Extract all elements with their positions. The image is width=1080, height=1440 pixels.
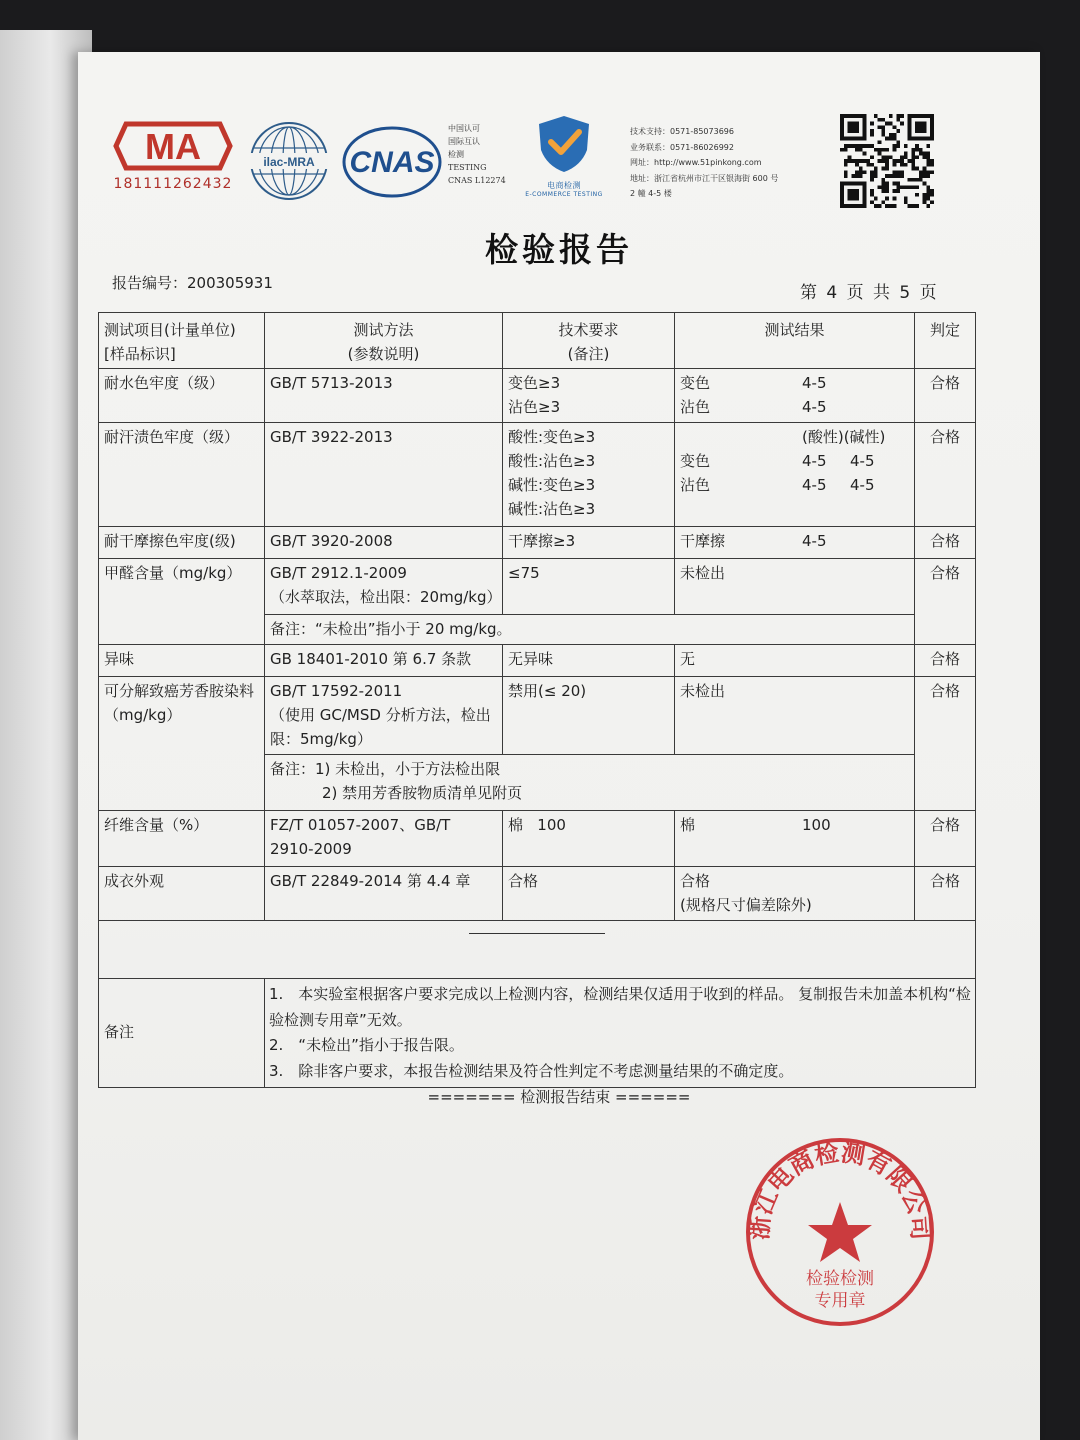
result-value: 4-5 [802,374,827,392]
report-number: 报告编号：200305931 [112,274,273,292]
note-line: 2) 禁用芳香胺物质清单见附页 [322,784,523,802]
table-row [99,867,976,921]
remarks-row [99,979,976,1088]
result-value: 4-5 [850,452,875,470]
cell-note: 备注：“未检出”指小于 20 mg/kg。 [265,615,915,645]
cell-item: 耐汗渍色牢度（级） [99,423,265,527]
result-key: 干摩擦 [680,532,726,550]
result-line [680,529,909,553]
ilac-mra-logo [248,120,330,206]
table-row [99,369,976,423]
table-row [99,527,976,559]
contact-line: 业务联系：0571-86026992 [630,142,734,152]
cnas-caption-line: TESTING [448,163,487,172]
result-key: 变色 [680,452,711,470]
result-line [680,473,909,497]
header-method-line: 测试方法 [353,321,414,339]
cell-result [675,423,915,527]
header-item [99,313,265,369]
cell-item: 异味 [99,645,265,677]
cell-method: GB 18401-2010 第 6.7 条款 [265,645,503,677]
table-row [99,645,976,677]
cell-requirement: 合格 [503,867,675,921]
requirement-line: 碱性:变色≥3 [508,476,596,494]
result-line [680,395,909,419]
report-page [78,52,1040,1440]
cell-item: 纤维含量（%） [99,811,265,867]
ecommerce-testing-logo [516,112,612,198]
svg-text:CNAS: CNAS [349,146,435,179]
cell-verdict: 合格 [915,559,976,645]
result-value: 4-5 [802,532,827,550]
svg-text:浙江电商检测有限公司: 浙江电商检测有限公司 [745,1138,935,1241]
cell-method: GB/T 22849-2014 第 4.4 章 [265,867,503,921]
blank-rule [469,933,605,934]
svg-text:ilac-MRA: ilac-MRA [263,155,315,169]
cell-result: 未检出 [675,559,915,615]
cell-verdict: 合格 [915,369,976,423]
contact-info [630,124,830,202]
cell-result [675,369,915,423]
cnas-logo [340,124,444,204]
result-line: 合格 [680,872,711,890]
cnas-caption-line: CNAS L12274 [448,176,506,185]
cell-method [265,559,503,615]
requirement-line: 酸性:沾色≥3 [508,452,596,470]
requirement-line: 碱性:沾色≥3 [508,500,596,518]
ilac-mra-icon [248,120,330,202]
cell-requirement: 棉 100 [503,811,675,867]
company-seal-icon [740,1132,940,1332]
end-of-report: ======= 检测报告结束 ====== [427,1088,691,1106]
cell-requirement: 干摩擦≥3 [503,527,675,559]
note-line: 备注：1) 未检出，小于方法检出限 [270,760,501,778]
cnas-caption-line: 检测 [448,150,464,159]
cell-result [675,527,915,559]
contact-line: 地址：浙江省杭州市江干区银海街 600 号 [630,173,779,183]
cnas-caption [448,122,518,187]
contact-line: 技术支持：0571-85073696 [630,127,734,136]
cell-result [675,811,915,867]
cell-requirement: 无异味 [503,645,675,677]
svg-text:专用章: 专用章 [814,1291,866,1311]
table-header-row [99,313,976,369]
table-row [99,811,976,867]
result-value: 4-5 [850,476,875,494]
page-title: 检验报告 [485,230,633,269]
cell-requirement [503,369,675,423]
header-method-line: (参数说明) [347,345,420,363]
cell-item: 耐干摩擦色牢度(级) [99,527,265,559]
cell-verdict: 合格 [915,527,976,559]
svg-text:检验检测: 检验检测 [806,1269,874,1289]
result-value: 4-5 [802,452,827,470]
cell-item: 耐水色牢度（级） [99,369,265,423]
shield-check-icon [529,112,599,176]
result-line: (规格尺寸偏差除外) [680,896,812,914]
ecommerce-label-cn: 电商检测 [547,181,581,190]
header-item-line: [样品标识] [104,345,176,363]
cell-requirement: 禁用(≤ 20) [503,677,675,755]
cell-result [675,867,915,921]
cell-result: 未检出 [675,677,915,755]
method-line: GB/T 2912.1-2009 [270,564,407,582]
cell-method: GB/T 5713-2013 [265,369,503,423]
table-row [99,423,976,527]
requirement-line: 变色≥3 [508,374,561,392]
result-value: 4-5 [802,476,827,494]
header-requirement-line: (备注) [567,345,610,363]
svg-text:MA: MA [145,126,201,167]
header-method [265,313,503,369]
cell-verdict: 合格 [915,677,976,811]
cell-result: 无 [675,645,915,677]
cma-logo [108,118,238,192]
cell-requirement [503,423,675,527]
cell-method [265,677,503,755]
result-value: 4-5 [802,398,827,416]
remark-line: 2. “未检出”指小于报告限。 [269,1036,464,1054]
table-row [99,677,976,755]
result-key: 棉 [680,816,696,834]
page-number: 第 4 页 共 5 页 [800,283,939,303]
test-results-table [98,312,976,1088]
header-result: 测试结果 [675,313,915,369]
requirement-line: 酸性:变色≥3 [508,428,596,446]
cnas-mark-icon [340,124,444,200]
result-line [680,449,909,473]
method-line: GB/T 17592-2011 [270,682,403,700]
cell-verdict: 合格 [915,423,976,527]
requirement-line: 沾色≥3 [508,398,561,416]
blank-cell [99,921,976,979]
contact-line: 网址：http://www.51pinkong.com [630,158,762,167]
cell-verdict: 合格 [915,811,976,867]
cell-item: 甲醛含量（mg/kg） [99,559,265,645]
method-line: （使用 GC/MSD 分析方法，检出限：5mg/kg） [270,706,491,748]
cnas-caption-line: 国际互认 [448,137,480,146]
qr-code-icon [840,114,934,208]
cell-verdict: 合格 [915,645,976,677]
result-value: 100 [802,816,831,834]
header-item-line: 测试项目(计量单位) [104,321,236,339]
remarks-label: 备注 [99,979,265,1088]
header-requirement [503,313,675,369]
contact-line: 2 幢 4-5 楼 [630,189,672,198]
result-line [680,813,909,837]
cell-note [265,755,915,811]
header-verdict: 判定 [915,313,976,369]
cell-item: 可分解致癌芳香胺染料（mg/kg） [99,677,265,811]
header-requirement-line: 技术要求 [558,321,619,339]
result-key: 沾色 [680,398,711,416]
cell-verdict: 合格 [915,867,976,921]
table-row [99,559,976,615]
remarks-content [265,979,976,1088]
ecommerce-label-en: E-COMMERCE TESTING [525,191,603,198]
result-key: 变色 [680,374,711,392]
result-key: 沾色 [680,476,711,494]
cma-mark-icon [108,118,238,174]
remark-line: 1. 本实验室根据客户要求完成以上检测内容，检测结果仅适用于收到的样品。 复制报告未加盖本机构“检验检测专用章”无效。 [269,985,971,1029]
cell-method: GB/T 3920-2008 [265,527,503,559]
table-blank-row [99,921,976,979]
cell-item: 成衣外观 [99,867,265,921]
method-line: （水萃取法，检出限：20mg/kg） [270,588,502,606]
result-subheader: (酸性)(碱性) [802,428,886,446]
cell-requirement: ≤75 [503,559,675,615]
cma-number: 181111262432 [113,176,233,192]
cell-method: GB/T 3922-2013 [265,423,503,527]
result-line [680,371,909,395]
cnas-caption-line: 中国认可 [448,124,480,133]
cell-method: FZ/T 01057-2007、GB/T 2910-2009 [265,811,503,867]
remark-line: 3. 除非客户要求，本报告检测结果及符合性判定不考虑测量结果的不确定度。 [269,1061,794,1080]
